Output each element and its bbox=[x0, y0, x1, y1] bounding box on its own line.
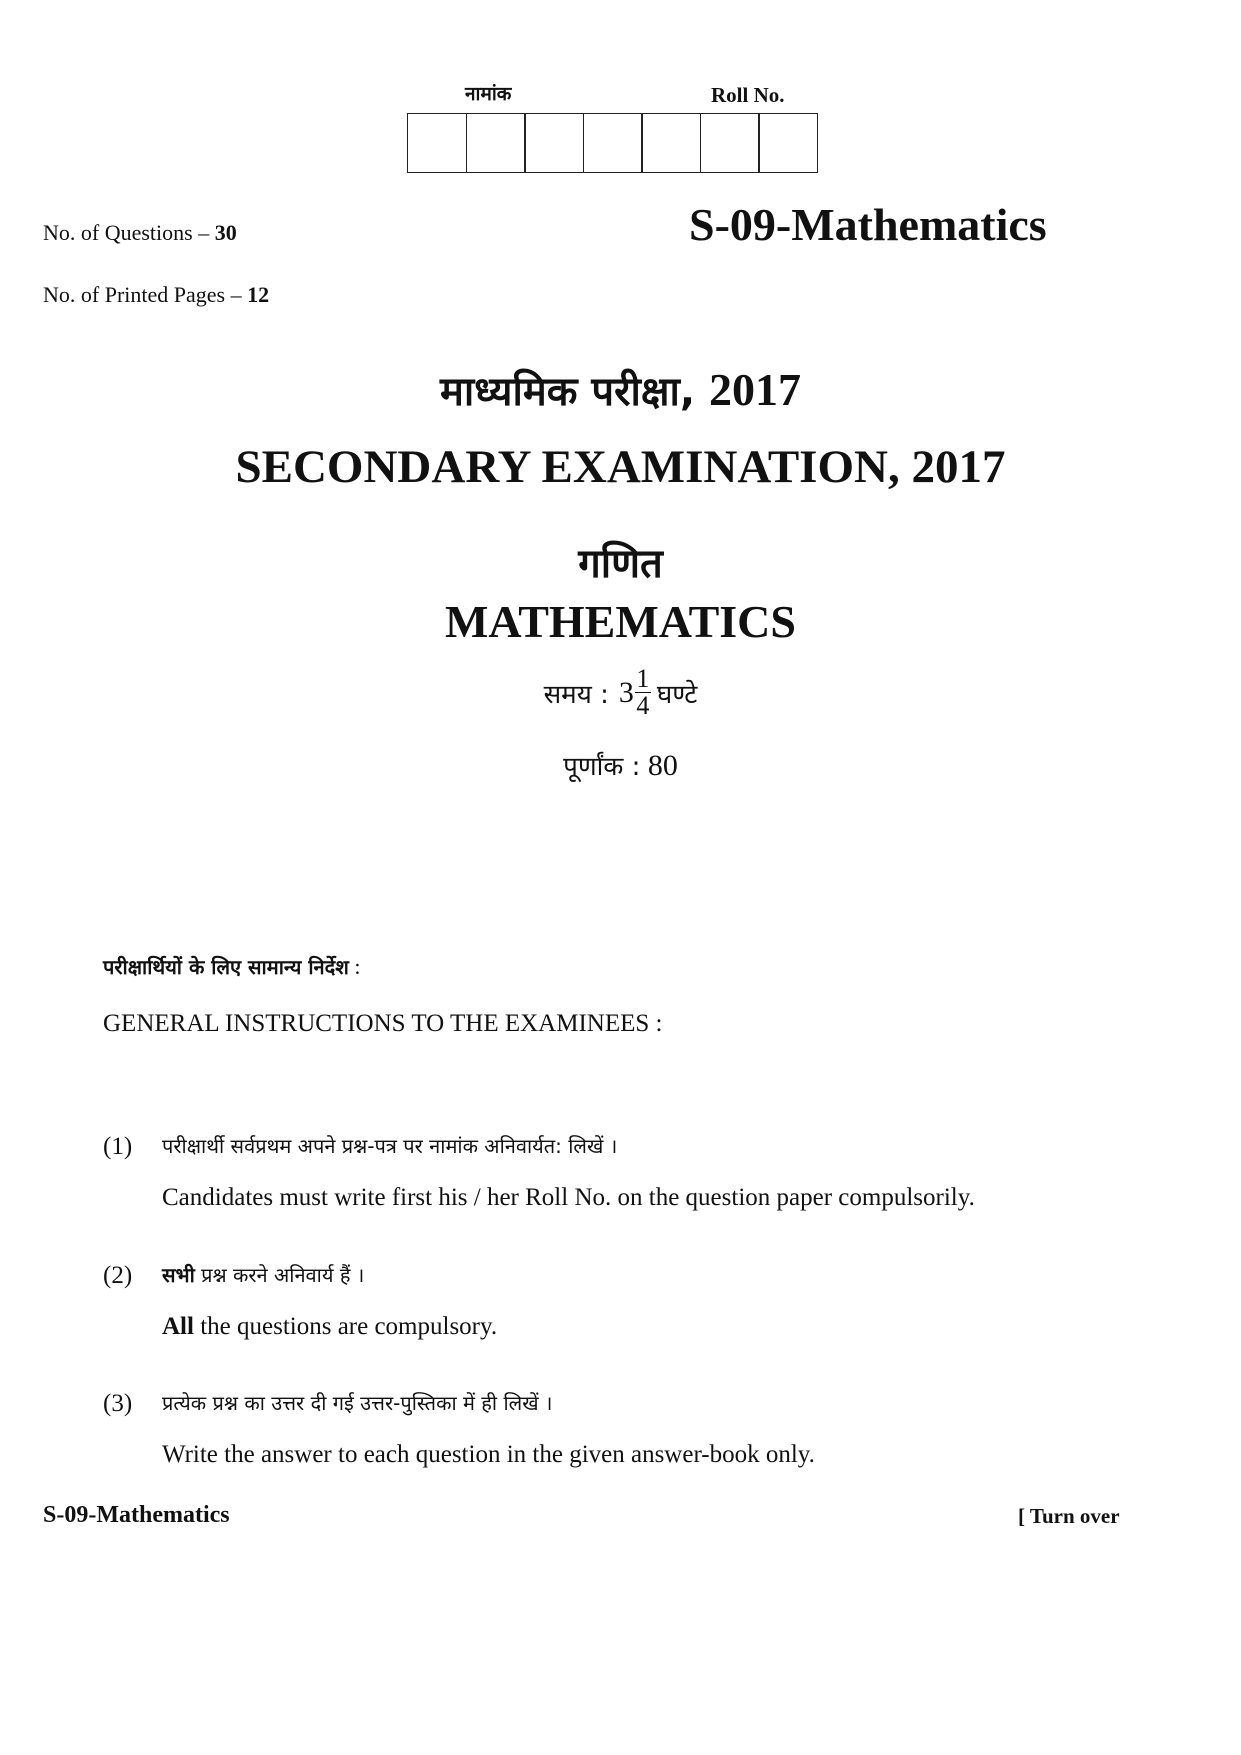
roll-box[interactable] bbox=[583, 113, 643, 173]
instruction-number: (1) bbox=[103, 1133, 133, 1160]
exam-title-english: SECONDARY EXAMINATION, 2017 bbox=[235, 441, 1006, 493]
subject-english: MATHEMATICS bbox=[445, 596, 796, 647]
instruction-hindi: प्रत्येक प्रश्न का उत्तर दी गई उत्तर-पुस्तिका में ही लिखें । bbox=[162, 1391, 553, 1415]
time-fraction-numerator: 1 bbox=[636, 664, 650, 693]
roll-number-boxes bbox=[407, 113, 818, 173]
roll-box[interactable] bbox=[407, 113, 467, 173]
instructions-heading-hindi bbox=[103, 953, 360, 980]
instructions-heading-colon: : bbox=[348, 954, 361, 979]
turn-over-note: [ Turn over bbox=[1018, 1504, 1120, 1528]
instructions-heading-hindi-text: परीक्षार्थियों के लिए सामान्य निर्देश bbox=[103, 955, 349, 979]
instruction-hindi-text: प्रश्न करने अनिवार्य हैं । bbox=[194, 1263, 365, 1287]
marks-value: 80 bbox=[647, 749, 678, 782]
time-allowed bbox=[0, 666, 1241, 719]
exam-title-hindi-text: माध्यमिक परीक्षा, bbox=[439, 369, 696, 415]
instruction-english-bold: All bbox=[162, 1313, 194, 1340]
roll-box[interactable] bbox=[524, 113, 584, 173]
instruction-hindi-bold: सभी bbox=[162, 1263, 195, 1287]
time-label: समय : bbox=[543, 679, 609, 710]
questions-count bbox=[43, 220, 237, 246]
pages-label: No. of Printed Pages – bbox=[43, 282, 248, 307]
questions-value: 30 bbox=[214, 220, 237, 245]
exam-title-hindi bbox=[0, 362, 1241, 417]
roll-box[interactable] bbox=[466, 113, 526, 173]
roll-box[interactable] bbox=[758, 113, 818, 173]
instruction-number: (2) bbox=[103, 1262, 133, 1289]
time-fraction bbox=[635, 666, 651, 719]
instruction-hindi bbox=[162, 1261, 364, 1288]
instruction-english bbox=[162, 1313, 497, 1341]
questions-label: No. of Questions – bbox=[43, 220, 215, 245]
instruction-english: Candidates must write first his / her Roll No. on the question paper compulsorily. bbox=[162, 1184, 975, 1211]
roll-box[interactable] bbox=[700, 113, 760, 173]
marks-label: पूर्णांक : bbox=[563, 752, 641, 782]
paper-code: S-09-Mathematics bbox=[689, 199, 1047, 250]
pages-value: 12 bbox=[247, 282, 270, 307]
roll-label-hindi: नामांक bbox=[465, 83, 512, 105]
instruction-hindi: परीक्षार्थी सर्वप्रथम अपने प्रश्न-पत्र पर नामांक अनिवार्यत: लिखें । bbox=[162, 1134, 618, 1158]
full-marks bbox=[0, 747, 1241, 783]
time-unit: घण्टे bbox=[656, 679, 698, 710]
exam-title-year: 2017 bbox=[709, 364, 802, 415]
instructions-heading-english: GENERAL INSTRUCTIONS TO THE EXAMINEES : bbox=[103, 1010, 663, 1037]
roll-box[interactable] bbox=[641, 113, 701, 173]
subject-hindi: गणित bbox=[578, 541, 663, 587]
roll-label-english: Roll No. bbox=[711, 83, 785, 107]
footer-paper-code: S-09-Mathematics bbox=[43, 1502, 230, 1528]
time-fraction-denominator: 4 bbox=[636, 691, 650, 720]
time-whole: 3 bbox=[618, 675, 634, 709]
instruction-number: (3) bbox=[103, 1390, 133, 1417]
instruction-english-text: the questions are compulsory. bbox=[193, 1313, 498, 1340]
printed-pages-count bbox=[43, 282, 269, 308]
instruction-english: Write the answer to each question in the given answer-book only. bbox=[162, 1441, 815, 1468]
